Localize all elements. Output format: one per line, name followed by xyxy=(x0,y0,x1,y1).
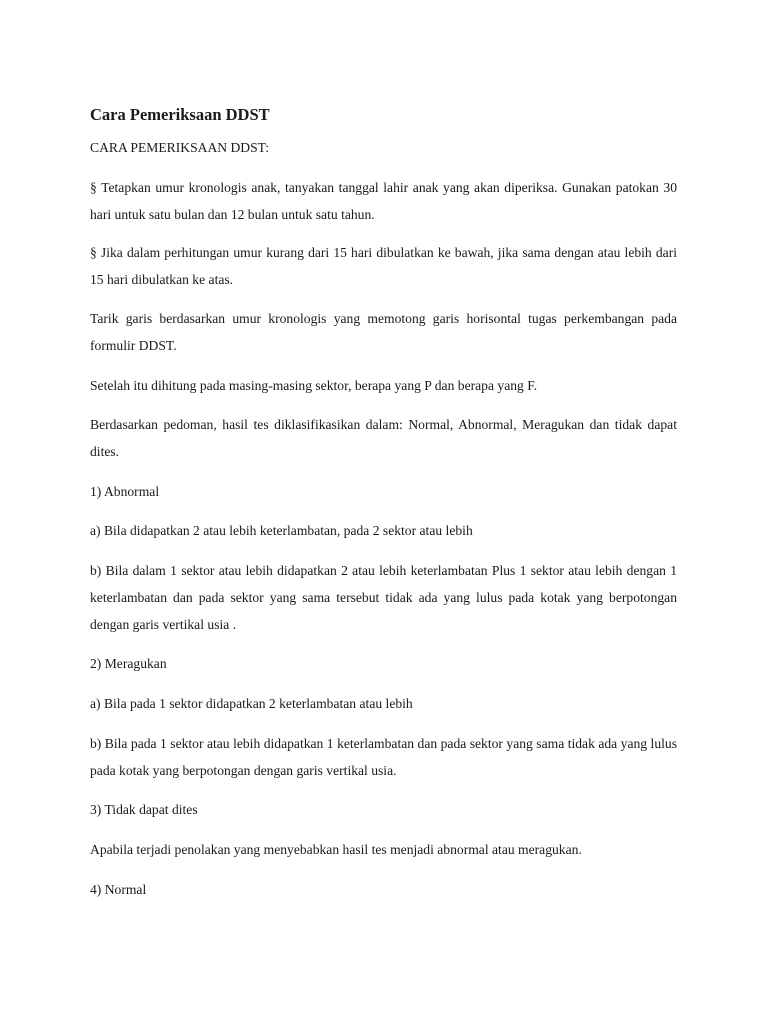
paragraph-tidak-dapat-dites: Apabila terjadi penolakan yang menyebabkan hasil tes menjadi abnormal atau meragukan. xyxy=(90,842,582,857)
list-item-abnormal-a: a) Bila didapatkan 2 atau lebih keterlambatan, pada 2 sektor atau lebih xyxy=(90,523,473,538)
list-item-abnormal-b: b) Bila dalam 1 sektor atau lebih didapatkan 2 atau lebih keterlambatan Plus 1 sektor atau lebih dengan 1 keterlambatan dan pada sektor yang sama tersebut tidak ada yang lulus pada kotak yang berpotongan dengan garis vertikal usia . xyxy=(90,563,677,632)
paragraph-step-3: Tarik garis berdasarkan umur kronologis yang memotong garis horisontal tugas perkembangan pada formulir DDST. xyxy=(90,311,677,353)
list-heading-abnormal: 1) Abnormal xyxy=(90,484,160,499)
paragraph-step-4: Setelah itu dihitung pada masing-masing sektor, berapa yang P dan berapa yang F. xyxy=(90,378,538,393)
list-item-meragukan-a: a) Bila pada 1 sektor didapatkan 2 keterlambatan atau lebih xyxy=(90,696,413,711)
list-item-meragukan-b: b) Bila pada 1 sektor atau lebih didapatkan 1 keterlambatan dan pada sektor yang sama tidak ada yang lulus pada kotak yang berpotongan dengan garis vertikal usia. xyxy=(90,736,677,778)
paragraph-step-1: § Tetapkan umur kronologis anak, tanyakan tanggal lahir anak yang akan diperiksa. Gunakan patokan 30 hari untuk satu bulan dan 12 bulan untuk satu tahun. xyxy=(90,180,677,222)
paragraph-heading: CARA PEMERIKSAAN DDST: xyxy=(90,140,270,155)
paragraph-step-5: Berdasarkan pedoman, hasil tes diklasifikasikan dalam: Normal, Abnormal, Meragukan dan tidak dapat dites. xyxy=(90,417,677,459)
list-heading-tidak-dapat-dites: 3) Tidak dapat dites xyxy=(90,802,198,817)
document-title: Cara Pemeriksaan DDST xyxy=(90,105,270,125)
list-heading-normal: 4) Normal xyxy=(90,882,147,897)
list-heading-meragukan: 2) Meragukan xyxy=(90,656,167,671)
paragraph-step-2: § Jika dalam perhitungan umur kurang dari 15 hari dibulatkan ke bawah, jika sama dengan atau lebih dari 15 hari dibulatkan ke atas. xyxy=(90,245,677,287)
